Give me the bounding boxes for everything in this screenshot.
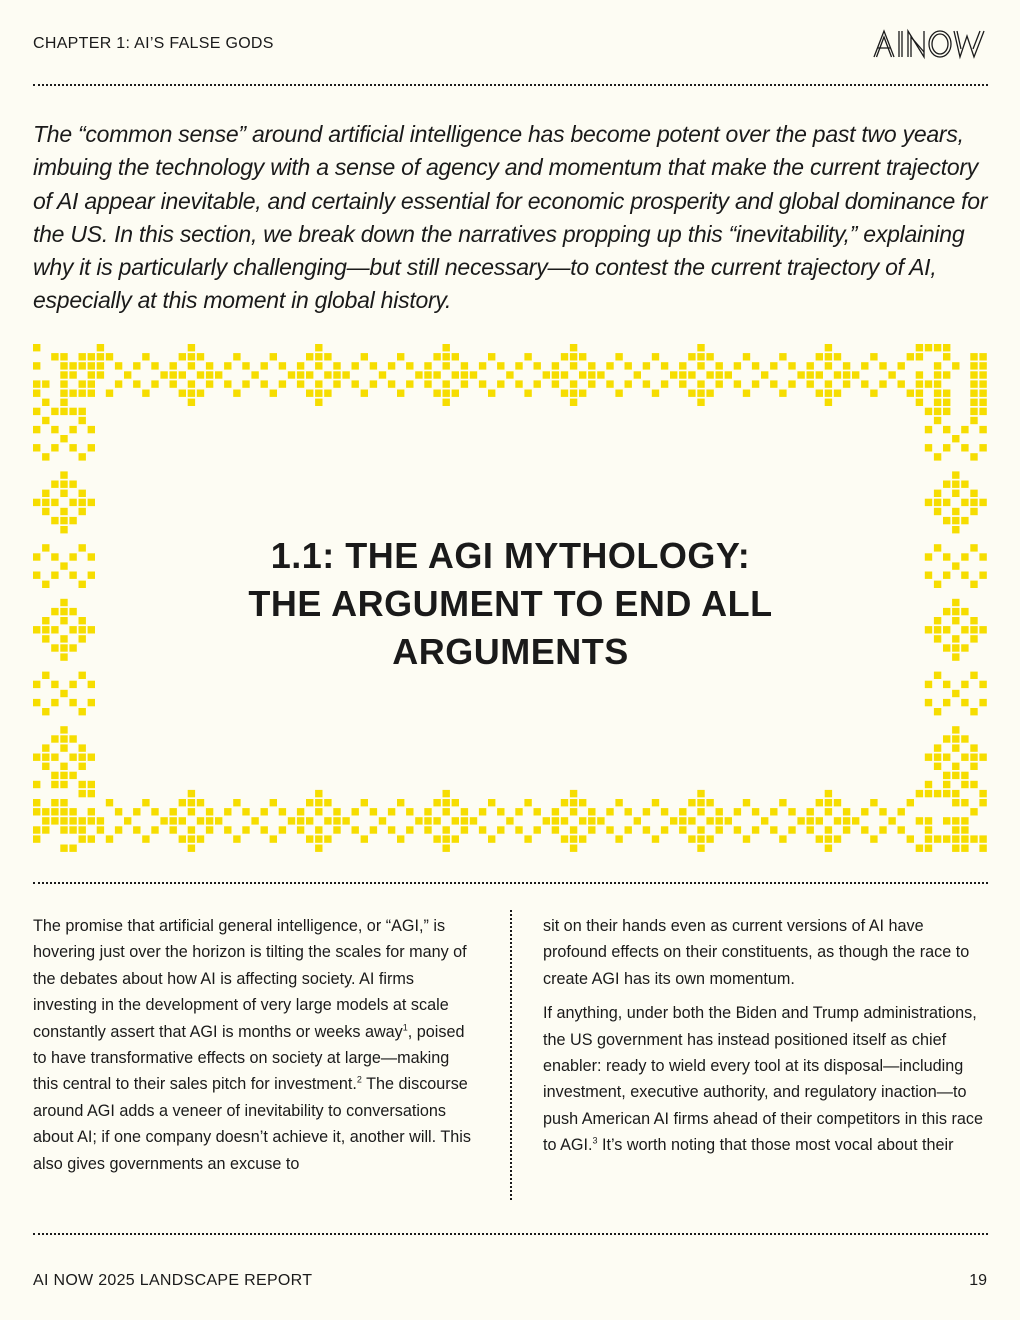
footnote-ref-1[interactable]: 1	[402, 1022, 408, 1033]
section-title-line-1: 1.1: THE AGI MYTHOLOGY:	[270, 535, 751, 576]
paragraph-text: If anything, under both the Biden and Trump administrations, the US government has instead positioned itself as chief enabler: ready to wield every tool at its disposal—including investment, executive authority, and regulatory inaction—to push American AI firms ahead of their competitors in this race to AGI.	[543, 1004, 983, 1155]
section-title-line-2: THE ARGUMENT TO END ALL	[248, 583, 773, 624]
section-banner	[33, 344, 988, 854]
middle-divider	[33, 882, 988, 884]
body-paragraph	[543, 1000, 983, 1158]
body-paragraph	[33, 913, 473, 1177]
paragraph-text: The discourse around AGI adds a veneer of inevitability to conversations about AI; if one company doesn’t achieve it, another will. This also gives governments an excuse to	[33, 1075, 471, 1173]
page-number: 19	[969, 1272, 987, 1289]
bottom-divider	[33, 1233, 988, 1235]
column-divider	[510, 910, 512, 1200]
intro-paragraph: The “common sense” around artificial intelligence has become potent over the past two years, imbuing the technology with a sense of agency and momentum that make the current trajectory of AI appear inevitable, and certainly essential for economic prosperity and global dominance for the US. In this section, we break down the narratives propping up this “inevitability,” explaining why it is particularly challenging—but still necessary—to contest the current trajectory of AI, especially at this moment in global history.	[33, 121, 988, 314]
chapter-label: CHAPTER 1: AI’S FALSE GODS	[33, 35, 274, 52]
body-column-right	[543, 913, 983, 1167]
top-divider	[33, 84, 988, 86]
section-title	[33, 532, 988, 676]
body-paragraph: sit on their hands even as current versions of AI have profound effects on their constituents, as though the race to create AGI has its own momentum.	[543, 917, 970, 988]
footnote-ref-2[interactable]: 2	[356, 1075, 362, 1086]
body-column-left	[33, 913, 473, 1185]
paragraph-text: , poised to have transformative effects on society at large—making this central to their sales pitch for investment.	[33, 1022, 465, 1094]
paragraph-text: It’s worth noting that those most vocal about their	[597, 1136, 954, 1155]
footnote-ref-3[interactable]: 3	[592, 1135, 598, 1146]
report-title: AI NOW 2025 LANDSCAPE REPORT	[33, 1272, 313, 1289]
paragraph-text: The promise that artificial general intelligence, or “AGI,” is hovering just over the horizon is tilting the scales for many of the debates about how AI is affecting society. AI firms investing in the development of very large models at scale constantly assert that AGI is months or weeks away	[33, 917, 467, 1041]
section-title-line-3: ARGUMENTS	[392, 631, 629, 672]
ai-now-logo	[872, 26, 988, 62]
